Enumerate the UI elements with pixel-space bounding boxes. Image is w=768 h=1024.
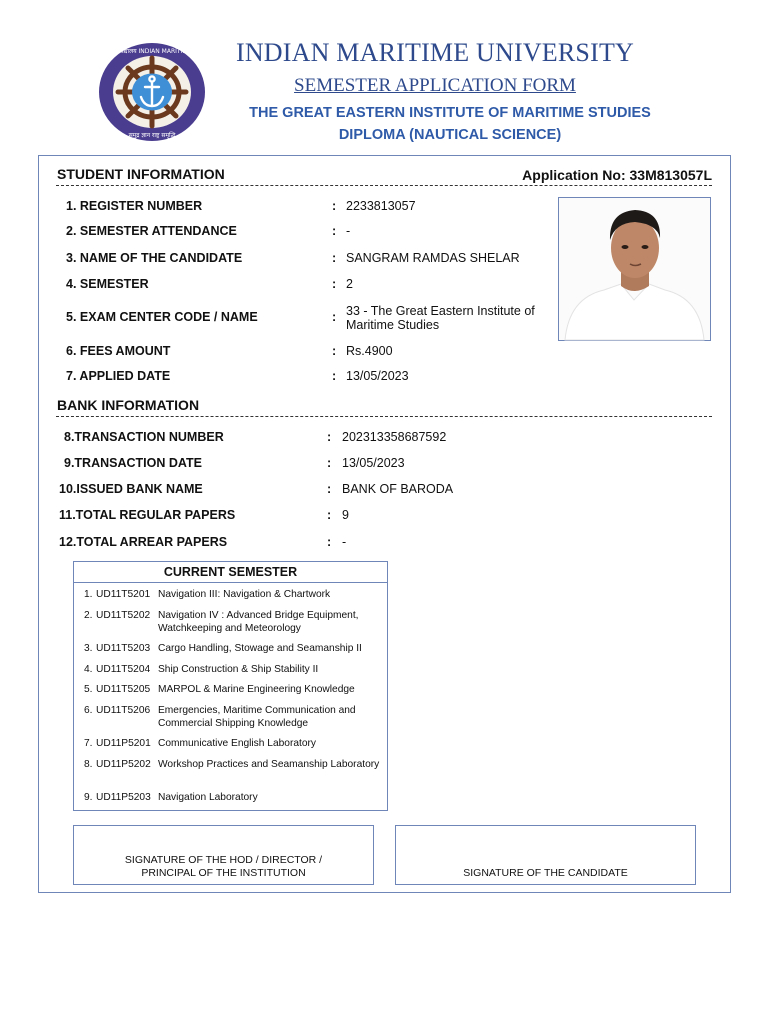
list-item (84, 664, 386, 677)
regular-papers-value: 9 (342, 508, 349, 522)
colon: : (332, 369, 337, 383)
issued-bank-value: BANK OF BARODA (342, 482, 454, 496)
fees-amount-label: 6. FEES AMOUNT (66, 344, 171, 358)
list-item (84, 643, 386, 656)
section-divider (56, 416, 712, 417)
list-item (84, 705, 386, 730)
list-item (84, 738, 386, 751)
course-name: DIPLOMA (NAUTICAL SCIENCE) (338, 127, 562, 143)
subject-code: UD11P5202 (96, 759, 151, 770)
colon: : (327, 535, 332, 549)
candidate-photo (558, 197, 711, 341)
list-item (84, 684, 386, 697)
transaction-date-value: 13/05/2023 (342, 456, 405, 470)
hod-signature-box (73, 825, 374, 885)
colon: : (332, 344, 337, 358)
arrear-papers-value: - (342, 535, 347, 549)
subject-number: 3. (84, 643, 93, 654)
list-item (84, 792, 386, 805)
subject-title: Emergencies, Maritime Communication and Commercial Shipping Knowledge (158, 705, 356, 729)
subject-number: 2. (84, 610, 93, 621)
subject-code: UD11T5203 (96, 643, 151, 654)
colon: : (332, 251, 337, 265)
subject-code: UD11P5203 (96, 792, 151, 803)
candidate-name-value: SANGRAM RAMDAS SHELAR (346, 251, 520, 265)
subject-code: UD11T5205 (96, 684, 151, 695)
transaction-date-label: 9.TRANSACTION DATE (64, 456, 202, 470)
subject-code: UD11T5201 (96, 589, 151, 600)
transaction-number-label: 8.TRANSACTION NUMBER (64, 430, 224, 444)
semester-attendance-value: - (346, 224, 351, 238)
subject-title: Ship Construction & Ship Stability II (158, 664, 319, 675)
subject-title: Workshop Practices and Seamanship Laboratory (158, 759, 380, 770)
subject-code: UD11T5206 (96, 705, 151, 716)
subject-number: 5. (84, 684, 93, 695)
register-number-value: 2233813057 (346, 199, 416, 213)
exam-center-value: 33 - The Great Eastern Institute of Maritime Studies (346, 304, 535, 332)
subject-number: 1. (84, 589, 93, 600)
subject-number: 9. (84, 792, 93, 803)
subject-title: Navigation IV : Advanced Bridge Equipment, Watchkeeping and Meteorology (158, 610, 359, 634)
subject-number: 6. (84, 705, 93, 716)
subject-title: Navigation III: Navigation & Chartwork (158, 589, 331, 600)
colon: : (327, 456, 332, 470)
candidate-signature-box (395, 825, 696, 885)
subject-title: Cargo Handling, Stowage and Seamanship II (158, 643, 362, 654)
institute-name: THE GREAT EASTERN INSTITUTE OF MARITIME STUDIES (249, 105, 651, 121)
application-number: Application No: 33M813057L (522, 167, 712, 183)
colon: : (332, 310, 337, 324)
bank-info-heading: BANK INFORMATION (57, 397, 200, 413)
semester-attendance-label: 2. SEMESTER ATTENDANCE (66, 224, 237, 238)
colon: : (332, 199, 337, 213)
semester-value: 2 (346, 277, 353, 291)
current-semester-heading: CURRENT SEMESTER (73, 561, 388, 583)
subject-title: MARPOL & Marine Engineering Knowledge (158, 684, 355, 695)
form-title: SEMESTER APPLICATION FORM (294, 75, 576, 96)
candidate-signature-label: SIGNATURE OF THE CANDIDATE (463, 867, 628, 879)
logo-text-bottom: समुद्र ज्ञान राष्ट्र समृद्धि (128, 132, 176, 139)
transaction-number-value: 202313358687592 (342, 430, 447, 444)
applied-date-label: 7. APPLIED DATE (66, 369, 171, 383)
subject-code: UD11T5202 (96, 610, 151, 621)
colon: : (327, 430, 332, 444)
issued-bank-label: 10.ISSUED BANK NAME (59, 482, 203, 496)
subject-number: 7. (84, 738, 93, 749)
subject-title: Communicative English Laboratory (158, 738, 316, 749)
subject-number: 4. (84, 664, 93, 675)
university-title: INDIAN MARITIME UNIVERSITY (235, 38, 635, 67)
subject-title: Navigation Laboratory (158, 792, 258, 803)
list-item (84, 610, 386, 635)
exam-center-label: 5. EXAM CENTER CODE / NAME (66, 310, 258, 324)
colon: : (332, 277, 337, 291)
colon: : (327, 508, 332, 522)
university-logo (75, 42, 229, 142)
logo-text-top: भारतीय समुद्री विश्वविद्यालय INDIAN MARITIME UNIVERSITY (75, 48, 229, 55)
candidate-name-label: 3. NAME OF THE CANDIDATE (66, 251, 243, 265)
arrear-papers-label: 12.TOTAL ARREAR PAPERS (59, 535, 228, 549)
section-divider (56, 185, 712, 186)
list-item (84, 589, 386, 602)
subject-number: 8. (84, 759, 93, 770)
colon: : (327, 482, 332, 496)
hod-signature-label: SIGNATURE OF THE HOD / DIRECTOR / PRINCIPAL OF THE INSTITUTION (124, 854, 323, 879)
subject-code: UD11P5201 (96, 738, 151, 749)
regular-papers-label: 11.TOTAL REGULAR PAPERS (59, 508, 236, 522)
register-number-label: 1. REGISTER NUMBER (66, 199, 203, 213)
fees-amount-value: Rs.4900 (346, 344, 393, 358)
semester-label: 4. SEMESTER (66, 277, 149, 291)
student-info-heading: STUDENT INFORMATION (57, 166, 225, 182)
list-item (84, 759, 386, 772)
subject-code: UD11T5204 (96, 664, 151, 675)
colon: : (332, 224, 337, 238)
applied-date-value: 13/05/2023 (346, 369, 409, 383)
